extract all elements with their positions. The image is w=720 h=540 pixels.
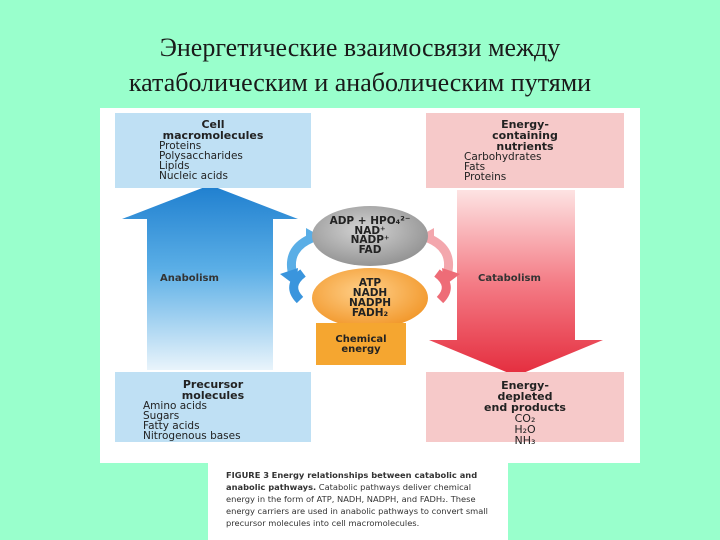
- end-products-heading-2: depleted: [497, 390, 553, 403]
- end-products-item: NH₃: [514, 434, 536, 447]
- diagram-figure: [100, 108, 640, 463]
- end-products-item: H₂O: [514, 423, 536, 436]
- end-products-item: CO₂: [514, 412, 536, 425]
- title-line-1: Энергетические взаимосвязи между: [159, 33, 561, 62]
- chemical-energy-line: Chemical: [335, 334, 387, 345]
- cell-box-item: Lipids: [159, 160, 190, 172]
- precursor-item: Nitrogenous bases: [143, 430, 241, 442]
- precursor-heading-1: Precursor: [182, 378, 244, 391]
- caption-text: Catabolic pathways deliver chemical energy in the form of ATP, NADH, NADPH, and FADH₂. These energy carriers are used in anabolic pathways to convert small precursor molecules into cell macromolecules.: [226, 482, 488, 528]
- precursor-item: Amino acids: [143, 400, 208, 412]
- title-line-2: катаболическим и анаболическим путями: [128, 68, 592, 97]
- chemical-energy-text: [316, 335, 406, 355]
- caption-label: FIGURE 3: [226, 470, 270, 480]
- slide-title: [0, 30, 720, 100]
- orange-oval-text: [312, 278, 428, 318]
- orange-oval-line: NADPH: [348, 297, 392, 309]
- cell-box-item: Proteins: [159, 140, 202, 152]
- precursor-box: [115, 372, 311, 442]
- end-products-heading-1: Energy-: [501, 379, 549, 392]
- caption-title: Energy relationships between catabolic and anabolic pathways.: [226, 470, 478, 492]
- grey-oval-text: [312, 217, 428, 255]
- grey-oval-line: NAD⁺: [354, 224, 386, 237]
- nutrients-item: Proteins: [464, 171, 507, 183]
- cell-box-item: Nucleic acids: [159, 170, 228, 182]
- nutrients-item: Carbohydrates: [464, 151, 542, 163]
- catabolism-label: Catabolism: [478, 273, 541, 284]
- precursor-item: Fatty acids: [143, 420, 200, 432]
- orange-oval-line: NADH: [352, 287, 388, 299]
- grey-oval-line: ADP + HPO₄²⁻: [329, 215, 411, 227]
- cell-box-heading-2: macromolecules: [162, 129, 264, 142]
- nutrients-heading-2: containing: [492, 129, 558, 142]
- orange-oval-line: ATP: [358, 277, 382, 289]
- cell-box-item: Polysaccharides: [159, 150, 243, 162]
- precursor-item: Sugars: [143, 410, 180, 422]
- nutrients-heading-1: Energy-: [501, 118, 549, 131]
- chemical-energy-line: energy: [341, 344, 381, 355]
- figure-caption: [208, 463, 508, 540]
- end-products-box: [426, 372, 624, 447]
- cell-macromolecules-box: [115, 113, 311, 188]
- cell-box-heading-1: Cell: [201, 118, 225, 131]
- grey-oval-line: FAD: [358, 243, 382, 256]
- nutrients-item: Fats: [464, 161, 486, 173]
- orange-oval-line: FADH₂: [351, 307, 389, 319]
- end-products-heading-3: end products: [484, 401, 566, 414]
- precursor-heading-2: molecules: [181, 389, 245, 402]
- anabolism-label: Anabolism: [160, 273, 219, 284]
- grey-oval-line: NADP⁺: [350, 234, 390, 246]
- nutrients-box: [426, 113, 624, 188]
- nutrients-heading-3: nutrients: [496, 140, 554, 153]
